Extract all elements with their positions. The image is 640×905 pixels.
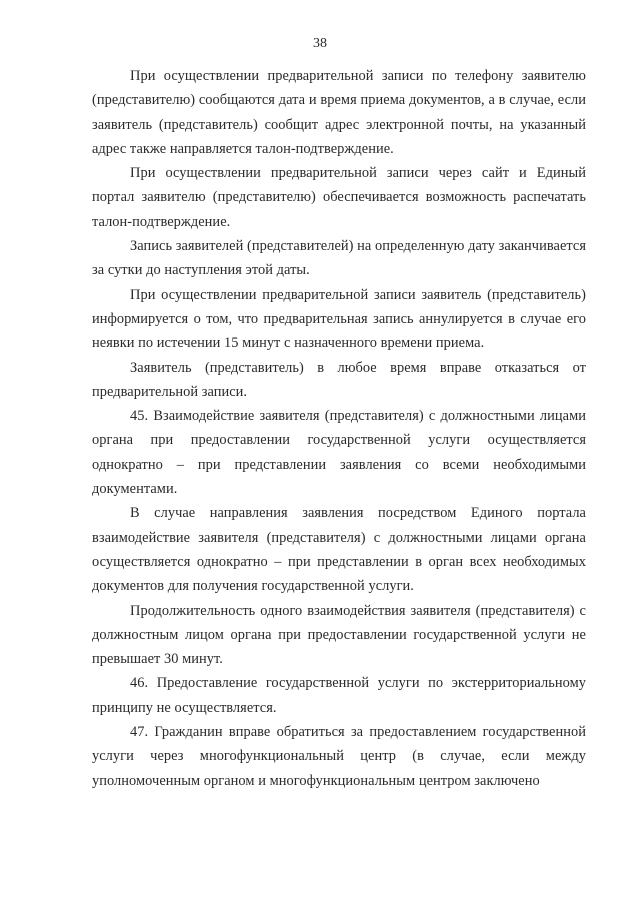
- paragraph-phone-booking: При осуществлении предварительной записи по телефону заявителю (представителю) сообщаются дата и время приема документов, а в случае, если заявитель (представитель) сообщит адрес электронной почты, на указанный адрес также направляется талон-подтверждение.: [92, 68, 586, 157]
- paragraph-refuse-booking: Заявитель (представитель) в любое время вправе отказаться от предварительной записи.: [92, 359, 586, 400]
- paragraph-booking-cancellation: При осуществлении предварительной записи заявитель (представитель) информируется о том, что предварительная запись аннулируется в случае его неявки по истечении 15 минут с назначенного времени приема.: [92, 286, 586, 352]
- page-number: 38: [313, 36, 327, 51]
- paragraph-item-45: 45. Взаимодействие заявителя (представителя) с должностными лицами органа при предоставлении государственной услуги осуществляется однократно – при представлении заявления со всеми необходимыми документами.: [92, 408, 586, 498]
- paragraph-site-booking: При осуществлении предварительной записи через сайт и Единый портал заявителю (представителю) обеспечивается возможность распечатать талон-подтверждение.: [92, 165, 586, 230]
- paragraph-duration: Продолжительность одного взаимодействия заявителя (представителя) с должностным лицом органа при предоставлении государственной услуги не превышает 30 минут.: [92, 602, 586, 668]
- paragraph-unified-portal: В случае направления заявления посредством Единого портала взаимодействие заявителя (представителя) с должностными лицами органа осуществляется однократно – при представлении в орган всех необходимых документов для получения государственной услуги.: [92, 505, 586, 595]
- paragraph-booking-deadline: Запись заявителей (представителей) на определенную дату заканчивается за сутки до наступления этой даты.: [92, 238, 586, 279]
- paragraph-item-47: 47. Гражданин вправе обратиться за предоставлением государственной услуги через многофункциональный центр (в случае, если между уполномоченным органом и многофункциональным центром заключено: [92, 724, 586, 789]
- paragraph-item-46: 46. Предоставление государственной услуги по экстерриториальному принципу не осуществляется.: [92, 675, 586, 716]
- document-body: [92, 64, 586, 793]
